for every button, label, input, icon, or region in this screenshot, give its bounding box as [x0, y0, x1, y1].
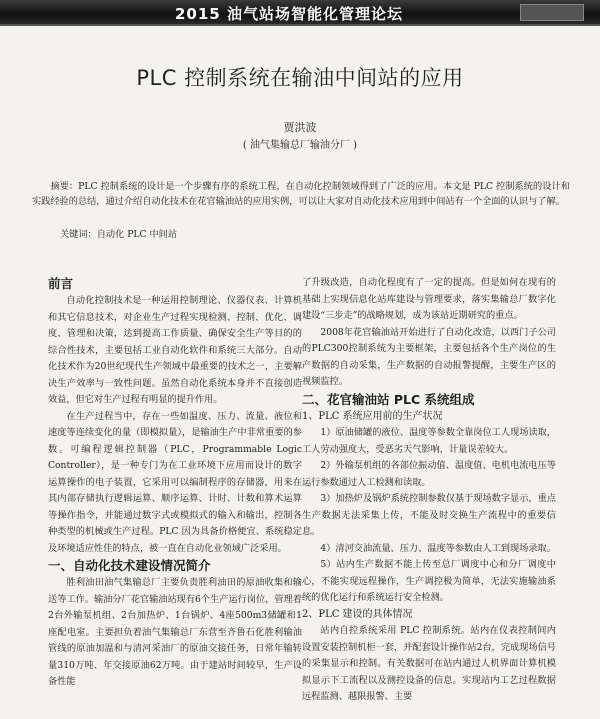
- article-author: 贾洪波: [283, 121, 317, 134]
- left-column: [48, 275, 302, 691]
- list-item: 5）站内生产数据不能上传至总厂调度中心和分厂调度中心，不能实现远程操作，生产调控极为简单，无法实施输油系统的优化运行和系统运行安全检测。: [302, 559, 556, 603]
- paragraph: 站内自控系统采用 PLC 控制系统。站内在仪表控制间内设置安装控制机柜一套，并配套设计操作站2台，完成现场信号的采集显示和控制。有关数据可在站内通过人机界面计算机模拟显示下工流程以及测控设备的信息。实现站内工艺过程数据远程监测、越限报警、主要: [302, 625, 556, 702]
- section-heading-preface: 前言: [48, 276, 74, 291]
- article-abstract: 摘要：PLC 控制系统的设计是一个步骤有序的系统工程，在自动化控制领域得到了广泛的应用。本文是 PLC 控制系统的设计和实践经验的总结，通过介绍自动化技术在花官输油站的应用实例，可以让大家对自动化技术应用到中间站有一个全面的认识与了解。: [32, 181, 570, 207]
- subsection-heading-1: 1、PLC 系统应用前的生产状况: [302, 410, 443, 422]
- section-heading-1: 一、自动化技术建设情况简介: [48, 558, 211, 573]
- page-number-box: [520, 4, 584, 21]
- article-title: PLC 控制系统在输油中间站的应用: [136, 66, 464, 90]
- right-column: [302, 275, 556, 706]
- journal-header-title: 2015 油气站场智能化管理论坛: [175, 5, 403, 23]
- paragraph: 在生产过程当中，存在一些如温度、压力、流量、液位和速度等连续变化的量（即模拟量），是输油生产中非常重要的参数。可编程逻辑控制器（PLC，Programmable Logic Controller），是一种专门为在工业环境下应用而设计的数字运算操作的电子装置，它采用可以编制程序的存储器，用来在其内部存储执行逻辑运算、顺序运算、计时、计数和算术运算等操作指令，并能通过数字式或模拟式的输入和输出，控制各种类型的机械或生产过程。PLC 因为具备价格便宜、系统稳定及环境适应性佳的特点，被一直在自动化业领域广泛采用。: [48, 410, 302, 554]
- paragraph: 自动化控制技术是一种运用控制理论、仪器仪表、计算机和其它信息技术，对企业生产过程实现检测、控制、优化、调度、管理和决策，达到提高工作质量、确保安全生产等目的的综合性技术，主要包括工业自动化软件和系统三大部分。自动化技术作为20世纪现代生产领域中最重要的技术之一，主要解决生产效率与一致性问题。虽然自动化系统本身并不直接创造效益，但它对生产过程有明显的提升作用。: [48, 295, 302, 405]
- list-item: 3）加热炉及锅炉系统控制参数仅基于现场数字显示，重点生产数据无法采集上传，不能及时交换生产流程中的重要信息。: [302, 493, 556, 537]
- journal-header-band: [0, 0, 600, 26]
- article-keywords: 关键词：自动化 PLC 中间站: [60, 229, 178, 240]
- section-heading-2: 二、花官输油站 PLC 系统组成: [302, 391, 475, 407]
- paragraph: 了升级改造，自动化程度有了一定的提高。但是如何在现有的基础上实现信息化站库建设与管理要求，落实集输总厂数字化建设“三步走”的战略规划，成为该站近期研究的重点。: [302, 277, 556, 321]
- list-item: 2）外输泵机组的各部位振动值、温度值、电机电流电压等运行参数通过人工检测和读取。: [302, 460, 556, 488]
- article-affiliation: ( 油气集输总厂输油分厂 ): [242, 140, 358, 151]
- list-item: 1）原油储罐的液位、温度等参数全靠岗位工人现场读取，工人劳动强度大，受恶劣天气影响，计量误差较大。: [302, 427, 556, 455]
- subsection-heading-2: 2、PLC 建设的具体情况: [302, 608, 413, 620]
- list-item: 4）清河交油流量、压力、温度等参数由人工到现场录取。: [320, 542, 556, 554]
- paragraph: 胜利油田油气集输总厂主要负责胜利油田的原油收集和输送等工作。输油分厂花官输油站现有6个生产运行岗位，管理着2台外输泵机组、2台加热炉、1台锅炉、4座500m3储罐和1座配电室。主要担负着油气集输总厂东营至齐鲁石化胜利输油管线的原油加温和与清河采油厂的原油交接任务，日常年输转量310万吨、年交接原油62万吨。由于建站时间较早，生产设备性能: [48, 577, 302, 687]
- paragraph: 2008年花官输油站开始进行了自动化改造，以西门子公司的PLC300控制系统为主要框架，主要包括各个生产岗位的生产数据的自动采集，生产数据的自动报警提醒，主要生产区的视频监控。: [302, 326, 556, 387]
